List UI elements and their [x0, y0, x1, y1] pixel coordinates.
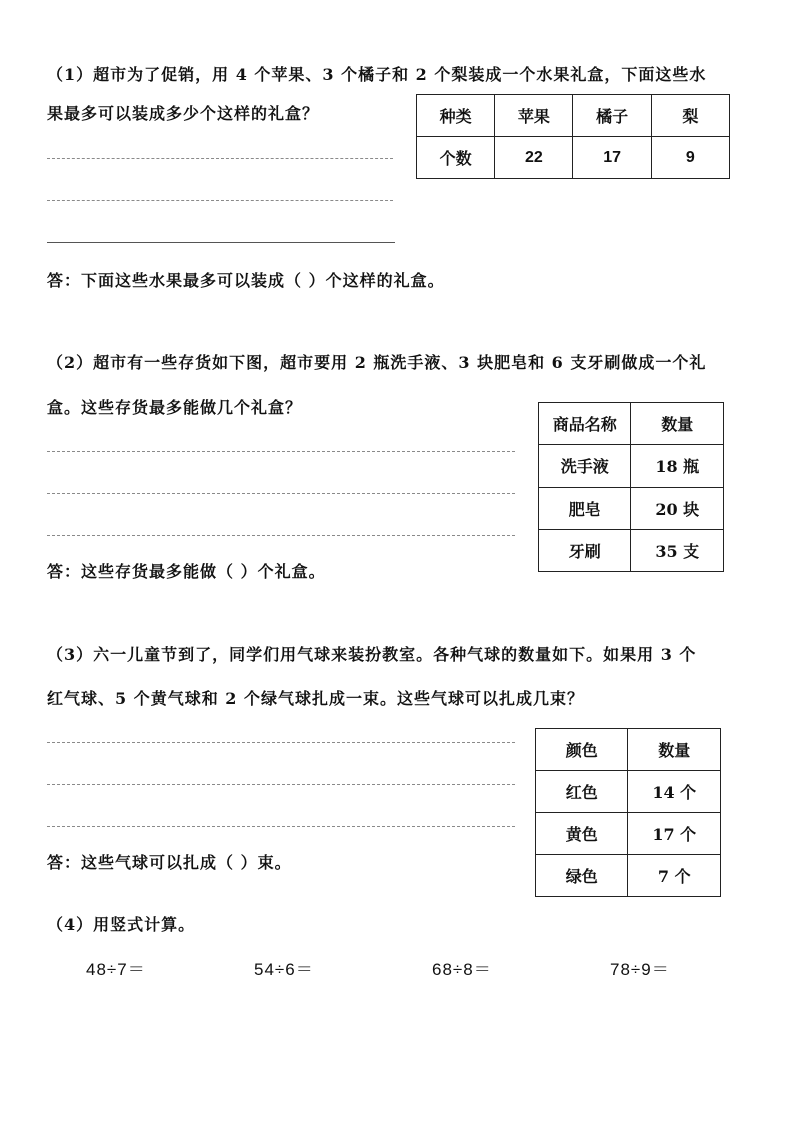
q2-item-qty: 35 支 [631, 529, 724, 571]
q2-work-line-3[interactable] [47, 535, 515, 536]
q1-header-type: 种类 [417, 95, 495, 137]
q3-color-name: 红色 [536, 771, 628, 813]
q1-text-line-2: 果最多可以装成多少个这样的礼盒？ [47, 104, 320, 123]
q1-work-line-2[interactable] [47, 200, 393, 201]
q4-title: （4）用竖式计算。 [47, 915, 196, 934]
q1-work-line-1[interactable] [47, 158, 393, 159]
q3-color-name: 黄色 [536, 813, 628, 855]
q3-text-line-1: （3）六一儿童节到了，同学们用气球来装扮教室。各种气球的数量如下。如果用 3 个 [47, 645, 697, 664]
q1-work-line-3[interactable] [47, 242, 395, 243]
q4-problem: 78÷9＝ [610, 960, 670, 979]
q1-orange-count: 17 [573, 137, 651, 179]
q2-stock-table [538, 402, 724, 572]
q1-header-orange: 橘子 [573, 95, 651, 137]
q2-work-line-2[interactable] [47, 493, 515, 494]
q3-balloon-table [535, 728, 721, 897]
q4-problem: 48÷7＝ [86, 960, 146, 979]
q2-header-qty: 数量 [631, 403, 724, 445]
q1-fruit-table [416, 94, 730, 179]
q2-item-name: 牙刷 [539, 529, 631, 571]
q3-work-line-3[interactable] [47, 826, 515, 827]
q2-item-name: 肥皂 [539, 487, 631, 529]
q3-color-qty: 14 个 [628, 771, 721, 813]
q2-item-qty: 18 瓶 [631, 445, 724, 487]
q3-color-qty: 17 个 [628, 813, 721, 855]
q1-header-apple: 苹果 [495, 95, 573, 137]
q1-apple-count: 22 [495, 137, 573, 179]
q1-header-pear: 梨 [651, 95, 729, 137]
q3-work-line-1[interactable] [47, 742, 515, 743]
q2-header-name: 商品名称 [539, 403, 631, 445]
q2-item-name: 洗手液 [539, 445, 631, 487]
q1-text-line-1: （1）超市为了促销，用 4 个苹果、3 个橘子和 2 个梨装成一个水果礼盒，下面这些水 [47, 65, 707, 84]
q1-row-label: 个数 [417, 137, 495, 179]
q3-header-qty: 数量 [628, 729, 721, 771]
q2-text-line-1: （2）超市有一些存货如下图，超市要用 2 瓶洗手液、3 块肥皂和 6 支牙刷做成一个礼 [47, 353, 707, 372]
q2-item-qty: 20 块 [631, 487, 724, 529]
q1-answer: 答：下面这些水果最多可以装成（ ）个这样的礼盒。 [47, 271, 445, 290]
q3-work-line-2[interactable] [47, 784, 515, 785]
q2-text-line-2: 盒。这些存货最多能做几个礼盒？ [47, 398, 303, 417]
q4-problem: 68÷8＝ [432, 960, 492, 979]
q3-text-line-2: 红气球、5 个黄气球和 2 个绿气球扎成一束。这些气球可以扎成几束？ [47, 689, 584, 708]
q4-problem: 54÷6＝ [254, 960, 314, 979]
q2-work-line-1[interactable] [47, 451, 515, 452]
q1-pear-count: 9 [651, 137, 729, 179]
q3-answer: 答：这些气球可以扎成（ ）束。 [47, 853, 292, 872]
q2-answer: 答：这些存货最多能做（ ）个礼盒。 [47, 562, 326, 581]
q3-color-name: 绿色 [536, 855, 628, 897]
q3-color-qty: 7 个 [628, 855, 721, 897]
q3-header-color: 颜色 [536, 729, 628, 771]
